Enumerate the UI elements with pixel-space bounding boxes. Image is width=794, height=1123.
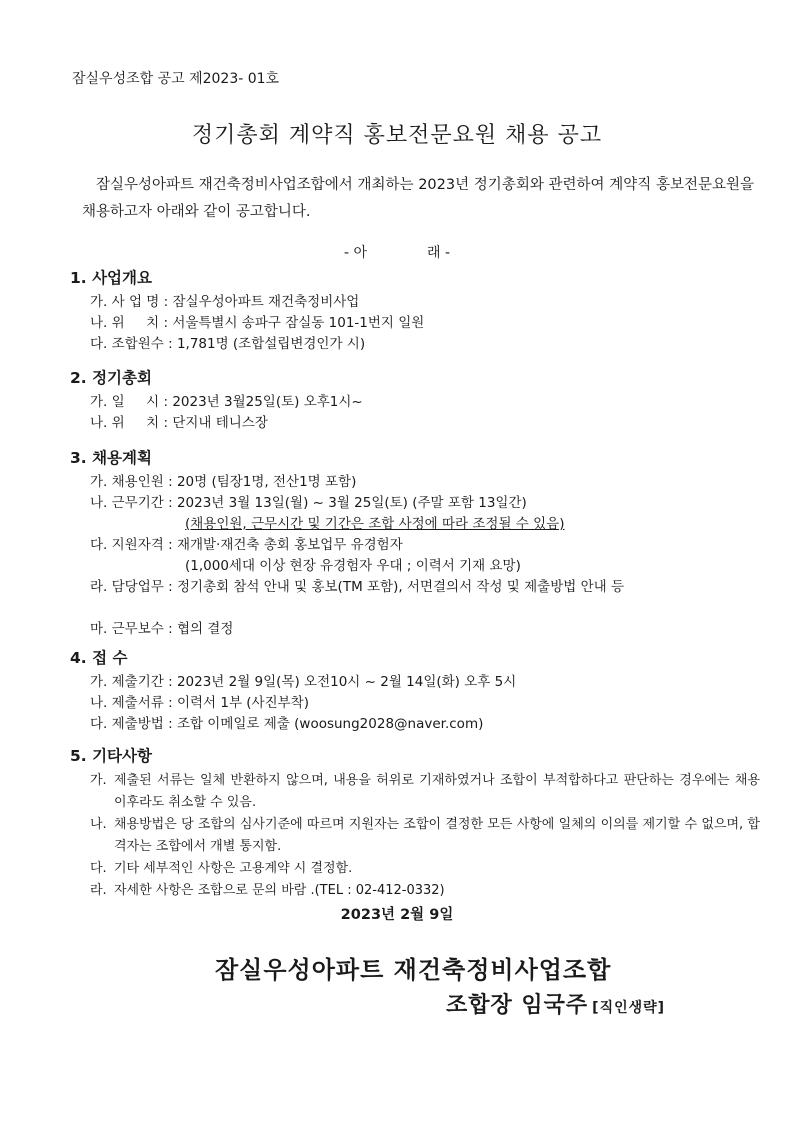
list-item: 가. 사 업 명 : 잠실우성아파트 재건축정비사업 bbox=[90, 294, 360, 310]
section-title: 3. 채용계획 bbox=[70, 449, 152, 467]
note-heading-left: - 아 bbox=[343, 245, 367, 261]
list-item: 가. 채용인원 : 20명 (팀장1명, 전산1명 포함) bbox=[90, 474, 357, 490]
section-application bbox=[70, 647, 760, 735]
list-item: 가. 일 시 : 2023년 3월25일(토) 오후1시~ bbox=[90, 394, 363, 410]
list-item: 나. 근무기간 : 2023년 3월 13일(월) ~ 3월 25일(토) (주말 포함 13일간) bbox=[90, 495, 527, 511]
list-item: 가. 제출기간 : 2023년 2월 9일(목) 오전10시 ~ 2월 14일(화) 오후 5시 bbox=[90, 674, 517, 690]
list-item: 다. 조합원수 : 1,781명 (조합설립변경인가 시) bbox=[90, 336, 366, 352]
notice-date: 2023년 2월 9일 bbox=[340, 907, 454, 923]
list-item: 나. 위 치 : 단지내 테니스장 bbox=[90, 415, 268, 431]
section-hiring-plan bbox=[70, 447, 760, 640]
list-item: 다. 지원자격 : 재개발·재건축 총회 홍보업무 유경험자 bbox=[90, 537, 403, 553]
section-title: 4. 접 수 bbox=[70, 649, 128, 667]
section-other-matters bbox=[70, 745, 760, 902]
list-item: 라. 자세한 사항은 조합으로 문의 바람 .(TEL : 02-412-0332) bbox=[90, 883, 445, 898]
section-title: 2. 정기총회 bbox=[70, 369, 152, 387]
seal-note: [직인생략] bbox=[592, 1000, 666, 1016]
document-title: 정기총회 계약직 홍보전문요원 채용 공고 bbox=[191, 123, 603, 148]
section-title: 1. 사업개요 bbox=[70, 269, 152, 287]
list-item-continuation: (채용인원, 근무시간 및 기간은 조합 사정에 따라 조정될 수 있음) bbox=[185, 516, 565, 532]
note-heading-right: 래 - bbox=[427, 245, 451, 261]
list-item: 다. 제출방법 : 조합 이메일로 제출 (woosung2028@naver.com) bbox=[90, 716, 484, 732]
intro-paragraph: 잠실우성아파트 재건축정비사업조합에서 개최하는 2023년 정기총회와 관련하여 계약직 홍보전문요원을 채용하고자 아래와 같이 공고합니다. bbox=[82, 177, 754, 220]
note-heading bbox=[0, 242, 794, 262]
list-item-continuation: (1,000세대 이상 현장 유경험자 우대 ; 이력서 기재 요망) bbox=[185, 558, 521, 574]
list-item: 나. 위 치 : 서울특별시 송파구 잠실동 101-1번지 일원 bbox=[90, 315, 425, 331]
section-general-meeting bbox=[70, 367, 760, 434]
notice-number: 잠실우성조합 공고 제2023- 01호 bbox=[72, 71, 280, 87]
list-item: 가. 제출된 서류는 일체 반환하지 않으며, 내용을 허위로 기재하였거나 조합이 부적합하다고 판단하는 경우에는 채용 이후라도 취소할 수 있음. bbox=[90, 773, 760, 810]
representative bbox=[446, 988, 665, 1019]
representative-name: 조합장 임국주 bbox=[446, 993, 589, 1018]
list-item: 마. 근무보수 : 협의 결정 bbox=[90, 621, 234, 637]
organization-name: 잠실우성아파트 재건축정비사업조합 bbox=[215, 956, 612, 984]
section-business-overview bbox=[70, 267, 760, 355]
section-title: 5. 기타사항 bbox=[70, 747, 152, 765]
list-item: 다. 기타 세부적인 사항은 고용계약 시 결정함. bbox=[90, 861, 353, 876]
list-item: 나. 채용방법은 당 조합의 심사기준에 따르며 지원자는 조합이 결정한 모든 사항에 일체의 이의를 제기할 수 없으며, 합격자는 조합에서 개별 통지함. bbox=[90, 817, 760, 854]
list-item: 라. 담당업무 : 정기총회 참석 안내 및 홍보(TM 포함), 서면결의서 작성 및 제출방법 안내 등 bbox=[90, 579, 625, 595]
list-item: 나. 제출서류 : 이력서 1부 (사진부착) bbox=[90, 695, 309, 711]
